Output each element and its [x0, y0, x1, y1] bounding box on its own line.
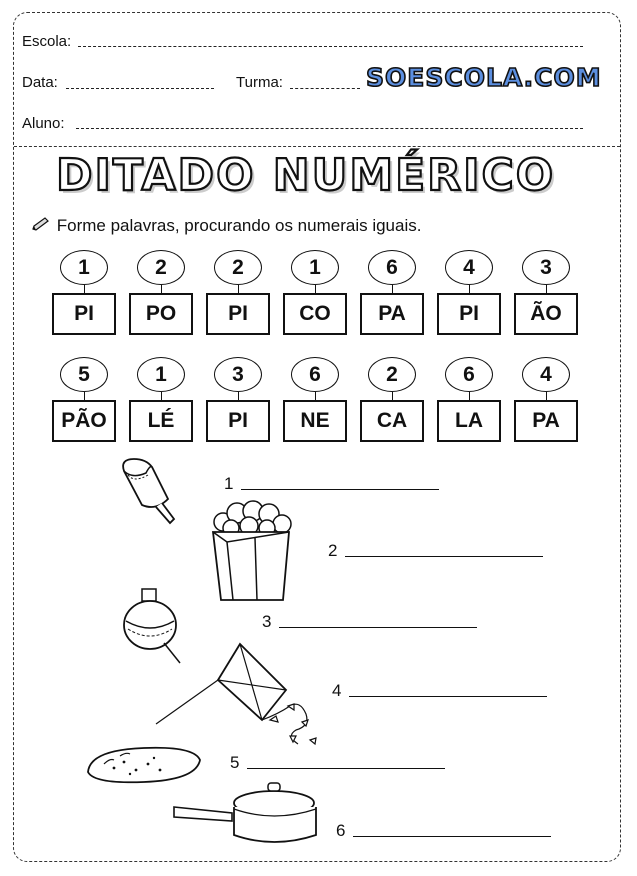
syllable-cell: [206, 357, 270, 442]
pan-icon: [170, 777, 325, 847]
syllable-box: PI: [206, 400, 270, 442]
connector: [392, 285, 393, 293]
pencil-icon: [32, 216, 52, 236]
connector: [469, 392, 470, 400]
connector: [315, 285, 316, 293]
popcorn-icon: [205, 500, 297, 605]
syllable-row-2: [52, 357, 578, 442]
syllable-cell: [52, 250, 116, 335]
number-circle: 6: [368, 250, 416, 285]
syllable-box: ÃO: [514, 293, 578, 335]
connector: [238, 392, 239, 400]
number-circle: 3: [522, 250, 570, 285]
syllable-box: PI: [437, 293, 501, 335]
syllable-box: PI: [206, 293, 270, 335]
answer-line[interactable]: [241, 489, 439, 490]
number-circle: 6: [445, 357, 493, 392]
syllable-box: PO: [129, 293, 193, 335]
number-circle: 6: [291, 357, 339, 392]
number-circle: 2: [137, 250, 185, 285]
class-label: Turma:: [236, 74, 283, 91]
syllable-cell: [514, 250, 578, 335]
class-line[interactable]: [290, 88, 360, 89]
answer-6: [336, 821, 551, 841]
answer-number: 3: [262, 612, 272, 631]
syllable-box: PA: [514, 400, 578, 442]
syllable-cell: [437, 250, 501, 335]
syllable-cell: [206, 250, 270, 335]
syllable-box: PI: [52, 293, 116, 335]
popsicle-icon: [112, 455, 182, 530]
student-field: [22, 115, 65, 132]
answer-1: [224, 474, 439, 494]
syllable-cell: [129, 357, 193, 442]
school-field: [22, 33, 71, 50]
answer-line[interactable]: [247, 768, 445, 769]
number-circle: 1: [137, 357, 185, 392]
number-circle: 4: [445, 250, 493, 285]
syllable-box: PÃO: [52, 400, 116, 442]
syllable-cell: [129, 250, 193, 335]
connector: [546, 392, 547, 400]
syllable-cell: [52, 357, 116, 442]
syllable-cell: [283, 250, 347, 335]
answer-2: [328, 541, 543, 561]
connector: [546, 285, 547, 293]
connector: [161, 392, 162, 400]
answer-number: 1: [224, 474, 234, 493]
date-line[interactable]: [66, 88, 214, 89]
answer-number: 4: [332, 681, 342, 700]
syllable-row-1: [52, 250, 578, 335]
syllable-box: LA: [437, 400, 501, 442]
number-circle: 2: [214, 250, 262, 285]
school-label: Escola:: [22, 33, 72, 50]
connector: [315, 392, 316, 400]
answer-5: [230, 753, 445, 773]
number-circle: 2: [368, 357, 416, 392]
site-logo: SOESCOLA.COM: [366, 63, 602, 92]
date-field: [22, 74, 58, 91]
syllable-box: CO: [283, 293, 347, 335]
number-circle: 3: [214, 357, 262, 392]
class-field: [236, 74, 283, 91]
answer-line[interactable]: [345, 556, 543, 557]
answer-3: [262, 612, 477, 632]
syllable-cell: [437, 357, 501, 442]
syllable-box: CA: [360, 400, 424, 442]
student-line[interactable]: [76, 128, 583, 129]
syllable-cell: [360, 357, 424, 442]
connector: [84, 285, 85, 293]
page-title: DITADO NUMÉRICO: [56, 150, 556, 201]
student-label: Aluno:: [22, 115, 65, 132]
answer-4: [332, 681, 547, 701]
connector: [392, 392, 393, 400]
syllable-box: PA: [360, 293, 424, 335]
connector: [161, 285, 162, 293]
number-circle: 5: [60, 357, 108, 392]
connector: [84, 392, 85, 400]
syllable-box: NE: [283, 400, 347, 442]
number-circle: 1: [60, 250, 108, 285]
answer-number: 5: [230, 753, 240, 772]
answer-line[interactable]: [279, 627, 477, 628]
syllable-cell: [514, 357, 578, 442]
answer-line[interactable]: [349, 696, 547, 697]
kite-icon: [150, 640, 328, 755]
syllable-box: LÉ: [129, 400, 193, 442]
number-circle: 4: [522, 357, 570, 392]
instruction: [32, 216, 421, 236]
number-circle: 1: [291, 250, 339, 285]
syllable-cell: [283, 357, 347, 442]
answer-line[interactable]: [353, 836, 551, 837]
date-label: Data:: [22, 74, 58, 91]
syllable-cell: [360, 250, 424, 335]
school-line[interactable]: [78, 46, 583, 47]
instruction-text: Forme palavras, procurando os numerais iguais.: [56, 216, 422, 235]
answer-number: 6: [336, 821, 346, 840]
connector: [469, 285, 470, 293]
answer-number: 2: [328, 541, 338, 560]
connector: [238, 285, 239, 293]
header-separator: [14, 146, 620, 147]
